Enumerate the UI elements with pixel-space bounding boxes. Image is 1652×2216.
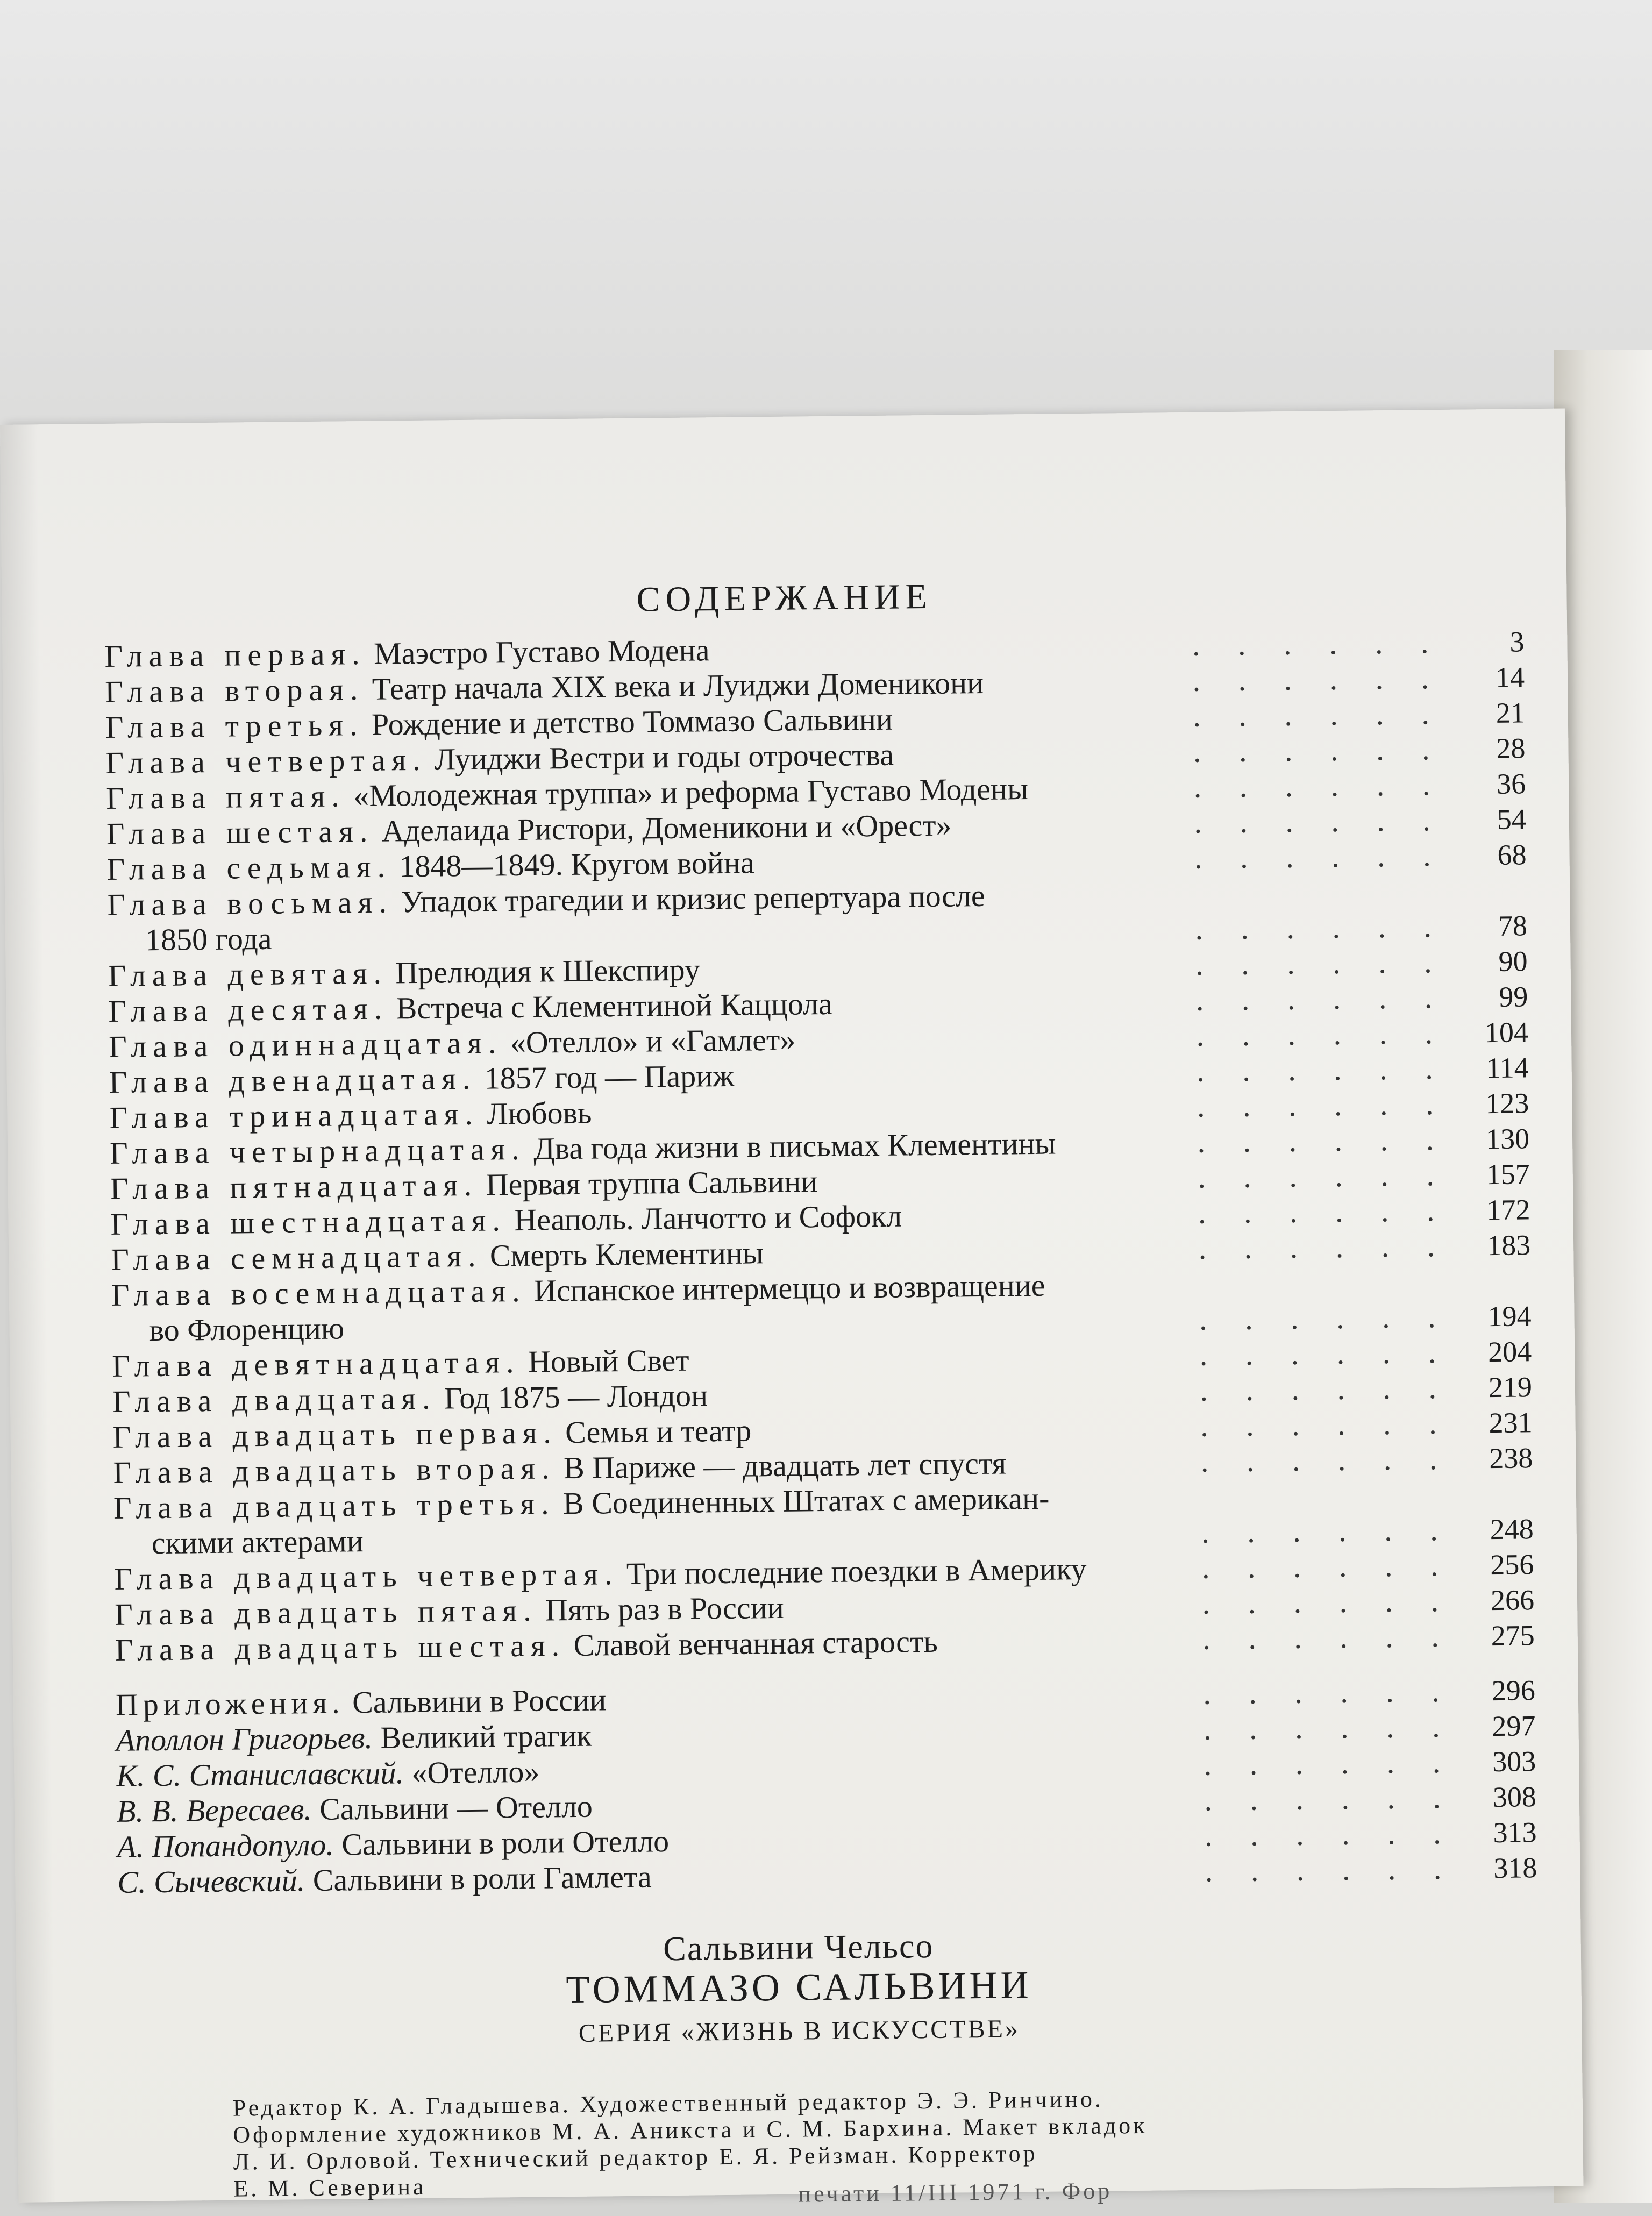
toc-entry-title: Сальвини в России: [352, 1682, 607, 1720]
toc-entry-title: Аделаида Ристори, Доменикони и «Орест»: [381, 807, 952, 849]
credits-line: Л. И. Орловой. Технический редактор Е. Я. Рейзман. Корректор: [233, 2140, 1038, 2175]
toc-entry-title: Первая труппа Сальвини: [486, 1164, 818, 1202]
toc-leader-dots: . . . . . .: [1197, 1086, 1449, 1124]
toc-entry-chapter: Глава пятая.: [105, 778, 346, 816]
imprint-series: СЕРИЯ «ЖИЗНЬ В ИСКУССТВЕ»: [578, 2014, 1021, 2048]
toc-entry-chapter: Глава девятнадцатая.: [112, 1344, 521, 1384]
toc-entry-chapter: Глава восемнадцатая.: [111, 1273, 526, 1313]
toc-entry-label: [149, 1310, 344, 1348]
toc-page-number: 275: [1491, 1619, 1535, 1652]
imprint-author: Сальвини Чельсо: [663, 1926, 934, 1968]
toc-leader-dots: . . . . . .: [1199, 1334, 1451, 1372]
toc-entry-title: Прелюдия к Шекспиру: [395, 952, 701, 991]
toc-page-number: 172: [1486, 1193, 1530, 1227]
toc-entry-chapter: Глава семнадцатая.: [110, 1238, 482, 1277]
toc-entry-chapter: Глава двенадцатая.: [109, 1060, 477, 1100]
toc-page-number: 231: [1489, 1406, 1533, 1440]
toc-entry-label: [108, 952, 700, 994]
toc-leader-dots: . . . . . .: [1194, 802, 1446, 840]
toc-page-number: 90: [1498, 945, 1528, 978]
toc-leader-dots: . . . . . .: [1202, 1583, 1454, 1621]
toc-entry-label: [112, 1378, 708, 1420]
toc-leader-dots: . . . . . .: [1195, 908, 1447, 946]
credits-line: Оформление художников М. А. Аникста и С. М. Бархина. Макет вкладок: [233, 2112, 1148, 2148]
toc-entry-title: Новый Свет: [528, 1342, 689, 1379]
toc-leader-dots: . . . . . .: [1204, 1744, 1456, 1782]
toc-entry-author: С. Сычевский.: [117, 1863, 305, 1900]
toc-leader-dots: . . . . . .: [1204, 1815, 1456, 1853]
toc-page-number: 36: [1496, 767, 1526, 800]
toc-page-number: 194: [1487, 1300, 1532, 1333]
toc-page-number: 28: [1496, 732, 1526, 765]
toc-entry-label: [116, 1718, 592, 1758]
toc-entry-label: [106, 845, 754, 887]
toc-entry-label: [117, 1859, 652, 1900]
toc-page-number: 114: [1486, 1051, 1529, 1085]
toc-entry-chapter: Глава шестая.: [106, 813, 374, 851]
toc-entry-chapter: Глава двадцать вторая.: [113, 1450, 556, 1490]
credits-line: Е. М. Северина: [233, 2173, 426, 2202]
toc-page-number: 318: [1493, 1851, 1537, 1885]
toc-leader-dots: . . . . . .: [1197, 1157, 1450, 1195]
contents-heading: СОДЕРЖАНИЕ: [636, 576, 933, 619]
toc-page-number: 204: [1487, 1335, 1532, 1369]
toc-page-number: 21: [1496, 696, 1526, 729]
toc-entry-author: К. С. Станиславский.: [116, 1755, 404, 1793]
toc-entry-chapter: Глава двадцать третья.: [113, 1486, 556, 1526]
table-of-contents: [104, 624, 1537, 1900]
toc-entry-label: [109, 1058, 734, 1100]
imprint-title: ТОММАЗО САЛЬВИНИ: [566, 1963, 1032, 2012]
toc-page-number: 256: [1490, 1548, 1534, 1581]
toc-leader-dots: . . . . . .: [1197, 1121, 1449, 1159]
toc-entry-title: Сальвини в роли Гамлета: [312, 1859, 652, 1898]
toc-entry-title: Театр начала XIX века и Луиджи Доменикони: [372, 665, 984, 707]
toc-entry-chapter: Приложения.: [115, 1685, 345, 1722]
toc-page-number: [1457, 872, 1527, 873]
toc-entry-title: В Соединенных Штатах с американ-: [562, 1480, 1050, 1521]
toc-entry-chapter: Глава четвертая.: [105, 742, 427, 780]
toc-entry-title: Два года жизни в письмах Клементины: [533, 1125, 1056, 1166]
toc-entry-title: Рождение и детство Томмазо Сальвини: [371, 701, 893, 742]
toc-page-number: 3: [1509, 625, 1525, 658]
toc-entry-title: скими актерами: [151, 1523, 364, 1561]
toc-leader-dots: . . . . . .: [1192, 660, 1444, 698]
toc-leader-dots: . . . . . .: [1202, 1618, 1455, 1656]
toc-entry-title: Испанское интермеццо и возвращение: [533, 1267, 1045, 1308]
toc-entry-label: [117, 1823, 669, 1865]
toc-entry-chapter: Глава одиннадцатая.: [108, 1025, 503, 1064]
toc-leader-dots: . . . . . .: [1201, 1512, 1454, 1550]
toc-entry-title: Любовь: [486, 1095, 592, 1131]
toc-entry-title: Неаполь. Ланчотто и Софокл: [514, 1198, 902, 1238]
toc-entry-label: [116, 1754, 540, 1794]
toc-page-number: 238: [1489, 1442, 1533, 1475]
toc-page-number: 99: [1498, 980, 1528, 1013]
toc-page-number: 296: [1491, 1674, 1536, 1707]
toc-page-number: 313: [1493, 1816, 1537, 1849]
toc-page-number: 308: [1492, 1780, 1537, 1814]
toc-page-number: 123: [1485, 1087, 1529, 1120]
toc-entry-title: Пять раз в России: [545, 1590, 785, 1628]
toc-entry-chapter: Глава двадцать четвертая.: [114, 1556, 619, 1597]
toc-leader-dots: . . . . . .: [1193, 731, 1445, 769]
toc-page-number: 219: [1488, 1371, 1533, 1404]
toc-entry-title: Сальвини в роли Отелло: [341, 1823, 670, 1862]
toc-entry-author: В. В. Вересаев.: [116, 1792, 312, 1829]
toc-entry-label: [116, 1682, 607, 1723]
toc-entry-title: «Отелло» и «Гамлет»: [510, 1022, 796, 1060]
toc-entry-title: Упадок трагедии и кризис репертуара после: [401, 878, 985, 920]
toc-leader-dots: . . . . . .: [1203, 1708, 1455, 1747]
book-page: [0, 409, 1583, 2207]
toc-page-number: 104: [1484, 1016, 1529, 1049]
toc-entry-label: [109, 1095, 592, 1136]
toc-entry-label: [145, 921, 272, 958]
toc-leader-dots: . . . . . .: [1200, 1441, 1452, 1479]
toc-entry-chapter: Глава двадцать шестая.: [115, 1628, 566, 1668]
toc-entry-chapter: Глава двадцать первая.: [112, 1415, 558, 1455]
toc-entry-chapter: Глава двадцать пятая.: [114, 1592, 538, 1632]
toc-entry-title: Три последние поездки в Америку: [626, 1551, 1087, 1591]
toc-entry-chapter: Глава третья.: [105, 707, 364, 745]
toc-page-number: 14: [1495, 661, 1525, 694]
toc-entry-title: Смерть Клементины: [489, 1235, 764, 1273]
background-surface: [0, 0, 1652, 446]
toc-leader-dots: . . . . . .: [1196, 1015, 1448, 1053]
toc-leader-dots: . . . . . .: [1201, 1547, 1454, 1585]
toc-page-number: 68: [1497, 838, 1527, 871]
credits-line: Редактор К. А. Гладышева. Художественный редактор Э. Э. Ринчино.: [232, 2085, 1104, 2121]
toc-entry-label: [112, 1413, 751, 1455]
toc-leader-dots: . . . . . .: [1204, 1779, 1456, 1818]
toc-leader-dots: . . . . . .: [1200, 1405, 1452, 1443]
toc-entry-title: 1850 года: [145, 921, 272, 958]
toc-leader-dots: . . . . . .: [1192, 695, 1445, 733]
toc-entry-title: Год 1875 — Лондон: [444, 1378, 708, 1416]
toc-entry-title: В Париже — двадцать лет спустя: [563, 1445, 1007, 1486]
toc-entry-chapter: Глава десятая.: [108, 991, 389, 1029]
toc-page-number: 157: [1486, 1158, 1530, 1191]
toc-entry-title: «Молодежная труппа» и реформа Густаво Модены: [353, 771, 1029, 814]
toc-entry-title: Встреча с Клементиной Каццола: [396, 986, 832, 1026]
toc-entry-title: Луиджи Вестри и годы отрочества: [434, 737, 894, 777]
toc-leader-dots: . . . . . .: [1200, 1370, 1452, 1408]
toc-leader-dots: . . . . . .: [1194, 837, 1446, 875]
toc-entry-author: А. Попандопуло.: [117, 1827, 334, 1864]
toc-page-number: 54: [1497, 803, 1527, 836]
toc-entry-title: Маэстро Густаво Модена: [373, 632, 710, 671]
toc-entry-title: Великий трагик: [380, 1718, 592, 1755]
toc-entry-chapter: Глава седьмая.: [106, 849, 392, 887]
toc-entry-label: [111, 1235, 764, 1278]
toc-entry-chapter: Глава двадцатая.: [112, 1380, 437, 1419]
toc-page-number: 183: [1486, 1229, 1531, 1262]
toc-leader-dots: . . . . . .: [1198, 1228, 1450, 1266]
toc-entry-chapter: Глава первая.: [104, 636, 366, 674]
toc-entry-chapter: Глава вторая.: [104, 671, 365, 709]
toc-entry-label: [104, 632, 710, 674]
toc-leader-dots: . . . . . .: [1195, 979, 1448, 1017]
toc-leader-dots: . . . . . .: [1205, 1850, 1457, 1889]
toc-entry-title: Славой венчанная старость: [573, 1623, 938, 1663]
toc-leader-dots: . . . . . .: [1192, 624, 1444, 662]
toc-entry-author: Аполлон Григорьев.: [116, 1720, 373, 1758]
toc-entry-chapter: Глава пятнадцатая.: [110, 1167, 479, 1206]
toc-entry-title: «Отелло»: [411, 1754, 540, 1791]
imprint-footer-fragment: печати 11/III 1971 г. Фор: [798, 2177, 1113, 2207]
toc-page-number: 78: [1498, 909, 1528, 942]
toc-leader-dots: . . . . . .: [1198, 1192, 1450, 1230]
toc-entry-chapter: Глава четырнадцатая.: [109, 1131, 526, 1171]
toc-entry-label: [112, 1343, 689, 1384]
toc-leader-dots: . . . . . .: [1193, 766, 1446, 804]
toc-entry-chapter: Глава восьмая.: [107, 884, 394, 922]
toc-entry-title: 1857 год — Париж: [484, 1058, 735, 1096]
toc-entry-label: [151, 1523, 364, 1561]
toc-page-number: 297: [1492, 1709, 1536, 1743]
toc-page-number: 303: [1492, 1745, 1536, 1778]
toc-leader-dots: . . . . . .: [1202, 1673, 1455, 1711]
toc-entry-title: Семья и театр: [565, 1413, 752, 1450]
toc-entry-title: Сальвини — Отелло: [319, 1789, 593, 1827]
toc-entry-chapter: Глава девятая.: [108, 955, 388, 993]
toc-entry-title: 1848—1849. Кругом война: [399, 845, 754, 884]
toc-entry-chapter: Глава тринадцатая.: [109, 1096, 480, 1135]
toc-page-number: 266: [1490, 1584, 1535, 1617]
toc-page-number: 130: [1485, 1122, 1530, 1156]
toc-leader-dots: . . . . . .: [1195, 944, 1447, 982]
toc-leader-dots: . . . . . .: [1199, 1299, 1451, 1337]
toc-entry-title: во Флоренцию: [149, 1310, 345, 1348]
toc-page-number: 248: [1490, 1513, 1534, 1546]
toc-entry-chapter: Глава шестнадцатая.: [110, 1202, 507, 1242]
toc-entry-label: [117, 1789, 593, 1829]
toc-leader-dots: . . . . . .: [1196, 1050, 1449, 1088]
